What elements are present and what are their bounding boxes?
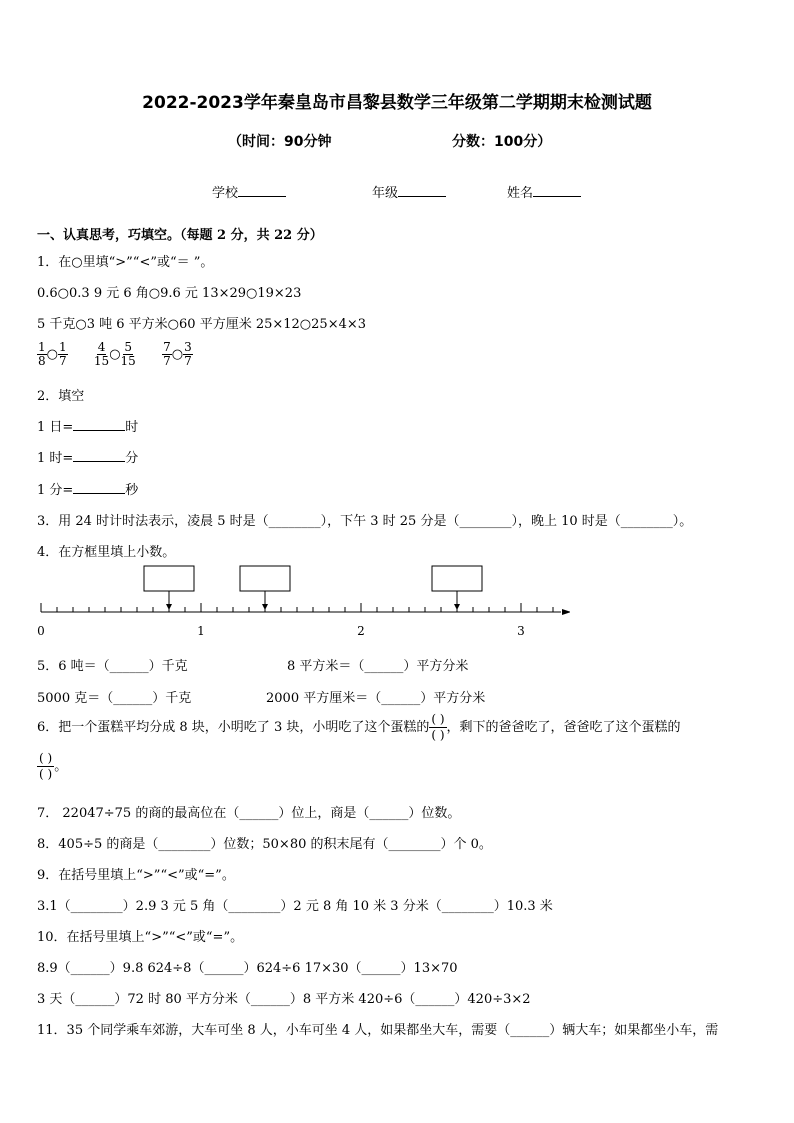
number-line-diagram (30, 562, 570, 647)
section-heading: 一、认真思考，巧填空。（每题 2 分，共 22 分） (37, 228, 323, 243)
pointer-arrow (262, 604, 268, 610)
school-field: 学校 (212, 182, 286, 201)
q1-row1: 0.6○0.3 9 元 6 角○9.6 元 13×29○19×23 (37, 286, 302, 301)
q6-text: 6．把一个蛋糕平均分成 8 块，小明吃了 3 块，小明吃了这个蛋糕的 ( ) ( ) ，剩下的爸爸吃了，爸爸吃了这个蛋糕的 (37, 712, 681, 742)
page-title: 2022-2023学年秦皇岛市昌黎县数学三年级第二学期期末检测试题 (142, 93, 652, 113)
name-field: 姓名 (507, 182, 581, 201)
fraction-blank: ( ) ( ) (39, 751, 53, 781)
q2-line2: 1 时= 分 (37, 451, 139, 466)
fraction: $\frac{1}{8}$ (38, 340, 46, 368)
fraction: $\frac{7}{7}$ (163, 340, 171, 368)
q4-stem: 4．在方框里填上小数。 (37, 545, 176, 560)
time-label: （时间：90分钟 (228, 134, 332, 150)
fraction: $\frac{4}{15}$ (93, 340, 110, 368)
score-label: 分数：100分） (452, 134, 552, 150)
tick-label: 2 (357, 624, 365, 638)
q7-text: 7． 22047÷75 的商的最高位在（______）位上，商是（______）位数。 (37, 806, 461, 821)
q11-text: 11．35 个同学乘车郊游，大车可坐 8 人，小车可坐 4 人，如果都坐大车，需要（______）辆大车；如果都坐小车，需 (37, 1023, 719, 1038)
answer-box (240, 566, 290, 591)
axis-arrow (562, 609, 570, 615)
q1-row2: 5 千克○3 吨 6 平方米○60 平方厘米 25×12○25×4×3 (37, 317, 367, 332)
q2-stem: 2．填空 (37, 389, 85, 404)
q10-row1: 8.9（______）9.8 624÷8（______）624÷6 17×30（______）13×70 (37, 961, 458, 976)
q8-text: 8．405÷5 的商是（________）位数；50×80 的积末尾有（________）个 0。 (37, 837, 492, 852)
q5-a: 5．6 吨＝（______）千克 (37, 659, 188, 674)
tick-label: 1 (197, 624, 205, 638)
q2-line3: 1 分= 秒 (37, 483, 139, 498)
q10-stem: 10．在括号里填上“>”“<”或“=”。 (37, 930, 244, 945)
fraction: $\frac{1}{7}$ (58, 340, 67, 368)
grade-field: 年级 (372, 182, 446, 201)
q10-row2: 3 天（______）72 时 80 平方分米（______）8 平方米 420÷6（______）420÷3×2 (37, 992, 531, 1007)
q3-text: 3．用 24 时计时法表示，凌晨 5 时是（________），下午 3 时 25 分是（________），晚上 10 时是（________）。 (37, 514, 693, 529)
fraction: $\frac{3}{7}$ (184, 340, 192, 368)
fraction-blank: ( ) ( ) (431, 712, 445, 742)
tick-label: 3 (517, 624, 525, 638)
fraction: $\frac{5}{15}$ (120, 340, 136, 368)
q2-line1: 1 日= 时 (37, 420, 139, 435)
q5-b: 8 平方米＝（______）平方分米 (287, 659, 469, 674)
q1-fraction-row: $\frac{1}{8}$ ○ $\frac{1}{7}$ $\frac{4}{15}$ ○ $\frac{5}{15}$ $\frac{7}{7}$ ○ $\frac{3}{7}$ (38, 340, 192, 368)
q1-stem: 1．在○里填“>”“<”或“＝ ”。 (37, 255, 214, 270)
answer-box (432, 566, 482, 591)
q5-d: 2000 平方厘米＝（______）平方分米 (266, 691, 486, 706)
pointer-arrow (454, 604, 460, 610)
q9-row: 3.1（________）2.9 3 元 5 角（________）2 元 8 角 10 米 3 分米（________）10.3 米 (37, 899, 553, 914)
q9-stem: 9．在括号里填上“>”“<”或“=”。 (37, 868, 235, 883)
q5-c: 5000 克＝（______）千克 (37, 691, 192, 706)
answer-box (144, 566, 194, 591)
tick-label: 0 (37, 624, 45, 638)
pointer-arrow (166, 604, 172, 610)
q6-continued: ( ) ( ) 。 (39, 751, 68, 781)
